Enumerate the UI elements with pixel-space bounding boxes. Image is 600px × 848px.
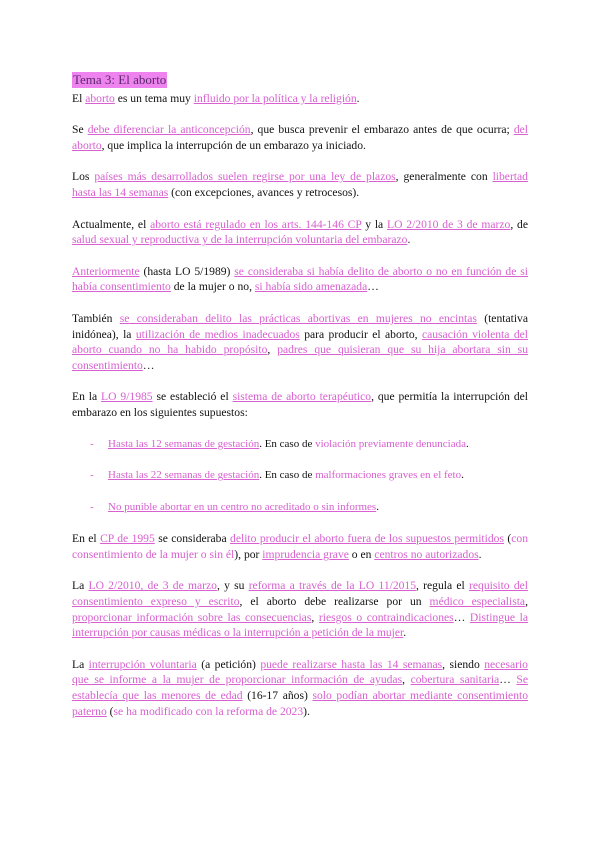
highlight: Distingue la interrupción por causas médicas o la interrupción a petición de la mujer xyxy=(72,610,528,640)
pink-text: con consentimiento de la mujer o sin él xyxy=(72,532,528,561)
highlight: LO 2/2010 de 3 de marzo xyxy=(387,217,511,231)
highlight: necesario que se informe a la mujer de proporcionar información de ayudas xyxy=(72,657,528,687)
paragraph-anticoncepcion xyxy=(72,122,528,153)
text: Los xyxy=(72,170,95,184)
dash-bullet: - xyxy=(90,469,94,482)
highlight: si había sido amenazada xyxy=(254,280,368,294)
list-item xyxy=(90,500,528,516)
text: La xyxy=(72,657,89,671)
highlight: libertad hasta las 14 semanas xyxy=(72,170,528,199)
highlight: influido por la política y la religión xyxy=(193,91,357,105)
text: . xyxy=(407,233,411,247)
text: , que implica la interrupción de un embarazo ya iniciado. xyxy=(101,138,366,152)
text: … xyxy=(453,610,470,624)
text: es un tema muy xyxy=(114,91,194,105)
text: ( xyxy=(503,532,512,546)
text: se consideraba xyxy=(154,532,231,546)
text: se estableció el xyxy=(152,390,233,404)
text: El xyxy=(72,91,86,105)
text: de la mujer o no, xyxy=(170,280,255,294)
highlight: utilización de medios inadecuados xyxy=(135,327,300,341)
text: La xyxy=(72,579,89,593)
text: . xyxy=(356,91,360,105)
highlight: CP de 1995 xyxy=(100,532,155,546)
text: . En caso de xyxy=(259,437,316,450)
text: … xyxy=(142,358,155,372)
highlight: LO 9/1985 xyxy=(101,390,153,404)
text: Se xyxy=(72,123,88,137)
supuestos-list xyxy=(72,437,528,516)
text: (tentativa inidónea), la xyxy=(72,311,528,341)
highlight: se consideraban delito las prácticas abortivas en mujeres no encintas xyxy=(119,311,477,325)
highlight: delito producir el aborto fuera de los supuestos permitidos xyxy=(230,532,504,546)
highlight: No punible abortar en un centro no acreditado o sin informes xyxy=(108,500,377,513)
highlight: cobertura sanitaria xyxy=(410,673,500,687)
text: ( xyxy=(106,704,114,718)
highlight: riesgos o contraindicaciones xyxy=(318,610,454,624)
highlight: centros no autorizados xyxy=(374,547,479,561)
highlight: médico especialista xyxy=(429,595,526,609)
paragraph-ley-plazos xyxy=(72,169,528,200)
document-title: Tema 3: El aborto xyxy=(73,72,167,87)
paragraph-cp-1995 xyxy=(72,531,528,562)
text: , xyxy=(311,610,319,624)
dash-bullet: - xyxy=(90,437,94,450)
highlight: proporcionar información sobre las consecuencias xyxy=(72,610,312,624)
text: … xyxy=(367,280,379,294)
highlight: Hasta las 12 semanas de gestación xyxy=(108,437,260,450)
text: ). xyxy=(303,704,310,718)
text: , generalmente con xyxy=(395,170,493,184)
highlight: sistema de aborto terapéutico xyxy=(232,390,372,404)
text: , que permitía la interrupción del embarazo en los siguientes supuestos: xyxy=(72,390,529,419)
highlight: debe diferenciar la anticoncepción xyxy=(87,123,251,137)
text: , que busca prevenir el embarazo antes de que ocurra; xyxy=(250,123,514,137)
text: En el xyxy=(72,532,101,546)
text: (hasta LO 5/1989) xyxy=(139,264,235,278)
text: , y su xyxy=(216,579,249,593)
highlight: salud sexual y reproductiva y de la interrupción voluntaria del embarazo xyxy=(72,233,408,247)
text: (a petición) xyxy=(196,657,261,671)
text: , xyxy=(402,673,411,687)
pink-text: malformaciones graves en el feto xyxy=(315,469,462,482)
highlight: reforma a través de la LO 11/2015 xyxy=(248,579,417,593)
highlight: puede realizarse hasta las 14 semanas xyxy=(260,657,443,671)
pink-text: violación previamente denunciada xyxy=(315,437,466,450)
text: En la xyxy=(72,390,102,404)
highlight: del aborto xyxy=(72,123,529,152)
highlight: Se establecía que las menores de edad xyxy=(72,673,528,703)
text: ), por xyxy=(234,547,263,561)
highlight: aborto está regulado en los arts. 144-146 CP xyxy=(150,217,362,231)
highlight: se consideraba si había delito de aborto o no en función de si había consentimiento xyxy=(72,264,528,294)
pink-text: se ha modificado con la reforma de 2023 xyxy=(113,704,304,718)
text: , siendo xyxy=(442,657,485,671)
text: , regula el xyxy=(416,579,470,593)
title-line xyxy=(72,72,528,89)
highlight: interrupción voluntaria xyxy=(88,657,197,671)
dash-bullet: - xyxy=(90,500,94,513)
highlight: padres que quisieran que su hija abortara sin su consentimiento xyxy=(72,343,528,372)
text: o en xyxy=(348,547,375,561)
paragraph-lo-1985 xyxy=(72,389,528,420)
highlight: causación violenta del aborto cuando no ha habido propósito xyxy=(72,327,528,357)
paragraph-interrupcion-voluntaria xyxy=(72,657,528,719)
text: . xyxy=(403,626,407,640)
paragraph-lo-2010 xyxy=(72,578,528,640)
highlight: Anteriormente xyxy=(72,264,140,278)
paragraph-regulacion-actual xyxy=(72,217,528,248)
highlight: aborto xyxy=(85,91,115,105)
text: , xyxy=(267,343,278,357)
highlight: solo podían abortar mediante consentimiento paterno xyxy=(72,689,529,718)
text: . En caso de xyxy=(259,469,316,482)
list-item xyxy=(90,468,528,484)
paragraph-anteriormente xyxy=(72,264,528,295)
paragraph-intro xyxy=(72,91,528,107)
text: . xyxy=(466,437,469,450)
text: , el aborto debe realizarse por un xyxy=(239,595,430,609)
text: , xyxy=(525,595,528,609)
text: para producir el aborto, xyxy=(299,327,422,341)
highlight: LO 2/2010, de 3 de marzo xyxy=(88,579,217,593)
text: , de xyxy=(510,217,528,231)
paragraph-tambien xyxy=(72,311,528,373)
list-item xyxy=(90,437,528,453)
text: . xyxy=(478,547,482,561)
text: También xyxy=(72,311,120,325)
highlight: Hasta las 22 semanas de gestación xyxy=(108,469,260,482)
highlight: imprudencia grave xyxy=(262,547,349,561)
text: Actualmente, el xyxy=(72,217,151,231)
highlight: países más desarrollados suelen regirse por una ley de plazos xyxy=(94,170,396,184)
text: . xyxy=(461,469,464,482)
text: … xyxy=(499,673,517,687)
text: y la xyxy=(361,217,388,231)
text: . xyxy=(376,500,379,513)
text: (con excepciones, avances y retrocesos). xyxy=(168,185,360,199)
highlight: requisito del consentimiento expreso y escrito xyxy=(72,579,528,609)
text: (16-17 años) xyxy=(242,689,313,703)
